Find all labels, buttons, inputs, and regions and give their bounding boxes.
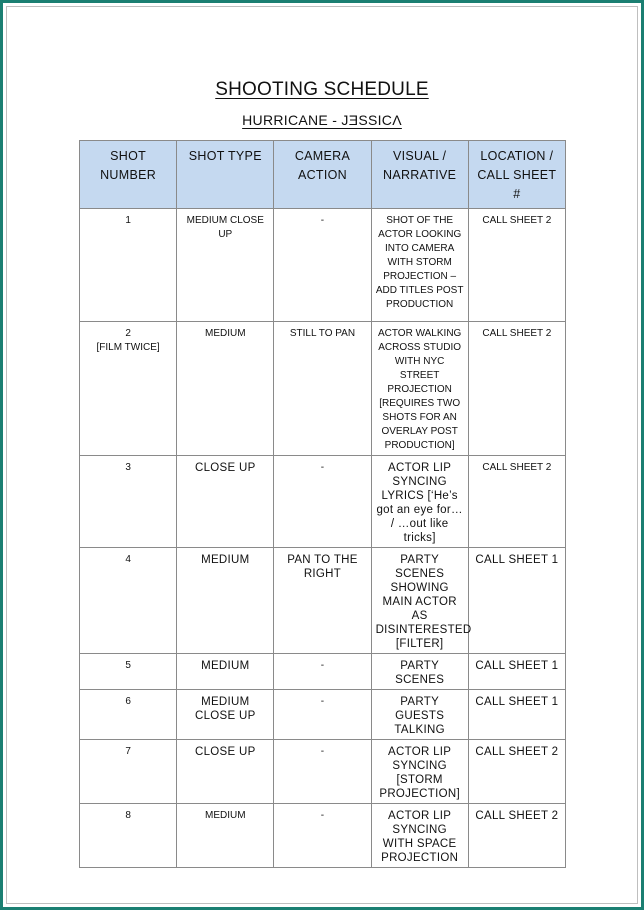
document-subtitle — [0, 112, 644, 128]
cell-shot-type: MEDIUM — [177, 654, 274, 690]
table-row — [80, 804, 566, 868]
cell-location: CALL SHEET 1 — [468, 548, 565, 654]
cell-visual-narrative: ACTOR LIP SYNCING WITH SPACE PROJECTION — [371, 804, 468, 868]
table-row — [80, 456, 566, 548]
cell-shot-type: CLOSE UP — [177, 740, 274, 804]
cell-camera-action: STILL TO PAN — [274, 322, 371, 456]
cell-shot-type: MEDIUM CLOSE UP — [177, 209, 274, 322]
table-row — [80, 322, 566, 456]
table-row — [80, 654, 566, 690]
cell-location: CALL SHEET 2 — [468, 456, 565, 548]
cell-shot-number: 8 — [80, 804, 177, 868]
table-row — [80, 209, 566, 322]
table-row — [80, 690, 566, 740]
table-row — [80, 548, 566, 654]
cell-camera-action: - — [274, 209, 371, 322]
cell-location: CALL SHEET 2 — [468, 322, 565, 456]
cell-visual-narrative: PARTY GUESTS TALKING — [371, 690, 468, 740]
cell-visual-narrative: PARTY SCENES — [371, 654, 468, 690]
cell-location: CALL SHEET 2 — [468, 804, 565, 868]
cell-location: CALL SHEET 2 — [468, 209, 565, 322]
document-title-text: SHOOTING SCHEDULE — [215, 79, 429, 100]
cell-visual-narrative: ACTOR LIP SYNCING [STORM PROJECTION] — [371, 740, 468, 804]
cell-shot-number: 5 — [80, 654, 177, 690]
cell-shot-number: 6 — [80, 690, 177, 740]
cell-shot-type: MEDIUM — [177, 804, 274, 868]
cell-visual-narrative: ACTOR WALKING ACROSS STUDIO WITH NYC STREET PROJECTION [REQUIRES TWO SHOTS FOR AN OVERLAY POST PRODUCTION] — [371, 322, 468, 456]
cell-shot-number: 4 — [80, 548, 177, 654]
header-camera-action: CAMERA ACTION — [274, 141, 371, 209]
cell-shot-type: MEDIUM CLOSE UP — [177, 690, 274, 740]
cell-shot-number: 7 — [80, 740, 177, 804]
cell-location: CALL SHEET 1 — [468, 690, 565, 740]
cell-shot-type: MEDIUM — [177, 322, 274, 456]
cell-camera-action: - — [274, 654, 371, 690]
table-row — [80, 740, 566, 804]
shooting-schedule-table — [79, 140, 566, 868]
header-shot-type: SHOT TYPE — [177, 141, 274, 209]
cell-camera-action: PAN TO THE RIGHT — [274, 548, 371, 654]
cell-visual-narrative: SHOT OF THE ACTOR LOOKING INTO CAMERA WITH STORM PROJECTION – ADD TITLES POST PRODUCTION — [371, 209, 468, 322]
cell-visual-narrative: PARTY SCENES SHOWING MAIN ACTOR AS DISINTERESTED [FILTER] — [371, 548, 468, 654]
cell-shot-type: MEDIUM — [177, 548, 274, 654]
cell-camera-action: - — [274, 804, 371, 868]
header-visual-narrative: VISUAL / NARRATIVE — [371, 141, 468, 209]
cell-location: CALL SHEET 1 — [468, 654, 565, 690]
cell-camera-action: - — [274, 740, 371, 804]
cell-shot-number: 1 — [80, 209, 177, 322]
cell-shot-number: 2 [FILM TWICE] — [80, 322, 177, 456]
cell-camera-action: - — [274, 690, 371, 740]
table-header-row — [80, 141, 566, 209]
cell-shot-type: CLOSE UP — [177, 456, 274, 548]
header-shot-number: SHOT NUMBER — [80, 141, 177, 209]
cell-camera-action: - — [274, 456, 371, 548]
document-title — [0, 79, 644, 101]
header-location: LOCATION / CALL SHEET # — [468, 141, 565, 209]
document-subtitle-text: HURRICANE - JƎSSICΛ — [242, 112, 402, 128]
cell-location: CALL SHEET 2 — [468, 740, 565, 804]
cell-shot-number: 3 — [80, 456, 177, 548]
cell-visual-narrative: ACTOR LIP SYNCING LYRICS [‘He’s got an eye for… / …out like tricks] — [371, 456, 468, 548]
